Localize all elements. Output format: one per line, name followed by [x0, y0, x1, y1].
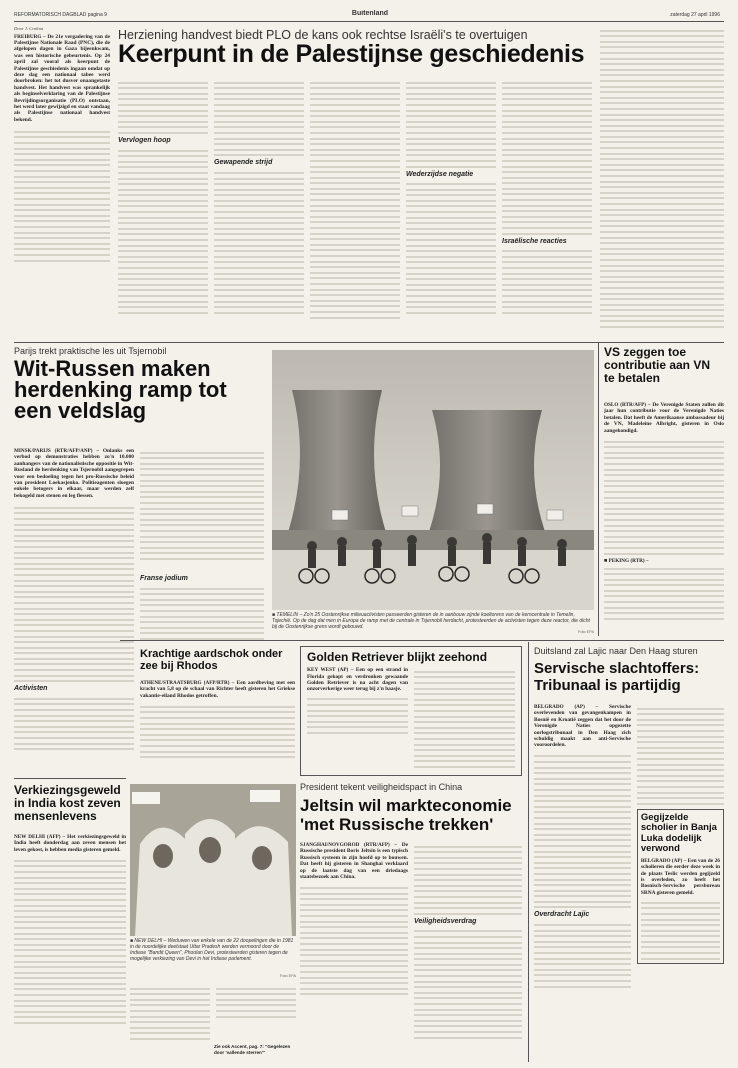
- rhodos-headline: Krachtige aardschok onder zee bij Rhodos: [140, 648, 283, 672]
- india-body: [14, 834, 126, 1062]
- lead-headline: Keerpunt in de Palestijnse geschiedenis: [118, 42, 585, 68]
- photo-story-headline: Wit-Russen maken herdenking ramp tot een veldslag: [14, 358, 227, 423]
- right-top-column: [600, 26, 724, 336]
- china-lead: [300, 842, 408, 880]
- rhodos-lead-text: Een aardbeving met een kracht van 5,8 op de schaal van Richter heeft gisteren het Griekse vakantie-eiland Rhodos getroffen.: [140, 680, 295, 699]
- temelin-credit: Foto EPA: [578, 630, 594, 634]
- lead-col-3: [310, 78, 400, 340]
- subhead-franse-jodium: Franse jodium: [140, 575, 188, 582]
- retriever-box: [300, 646, 522, 776]
- rhodos-dateline: ATHENE/STRAATSBURG (AFP/RTR) –: [140, 680, 235, 686]
- photo-story-column-3: [140, 572, 264, 646]
- lead-body-columns: [118, 78, 592, 340]
- intro-dateline: FREIBURG –: [14, 33, 46, 40]
- lead-col-4: [406, 78, 496, 340]
- india-photo: [130, 784, 296, 936]
- china-dateline: SJANGHAI/NOVGOROD (RTR/AFP) –: [300, 842, 397, 848]
- retriever-lead: [307, 667, 408, 693]
- vs-body: [604, 402, 724, 636]
- bullet-icon: ■: [130, 938, 135, 944]
- subhead-veiligheidsverdrag: Veiligheidsverdrag: [414, 917, 477, 925]
- china-kicker: President tekent veiligheidspact in China: [300, 782, 463, 792]
- author-line: Door J. Crolton: [14, 26, 44, 31]
- banja-headline: Gegijzelde scholier in Banja Luka dodelijk verwond: [640, 811, 717, 855]
- vs-lead-text: De Verenigde Staten zullen dit jaar hun contributie voor de Verenigde Naties betalen. Dat heeft de Amerikaanse ambassadeur bij de VN, Madeleine Albright, gisteren in Oslo aangekondigd.: [604, 402, 724, 434]
- subhead-israelische-reacties: Israëlische reacties: [502, 237, 567, 245]
- divider-vs: [598, 342, 599, 636]
- lajic-lead-text: Servische overlevenden van gevangenkampen in Bosnië en Kroatië zeggen dat het door de Verenigde Naties opgezette oorlogstribunaal in Den Haag zich schuldig maakt aan anti-Servische vooroordelen.: [534, 704, 631, 749]
- intro-text: De 21e vergadering van de Palestijnse Nationale Raad (PNC), die de afgelopen dagen in Gaza bijeenkwam, was een historische gebeurtenis. Op 24 april zal vooral als keerpunt de Palestijnse geschiedenis ingaan omdat op deze dag een nationaal tabee werd doorbroken: het tot dusver onaangetaste handvest. Het handvest was sprankelijk als beginselverklaring van de Palestijnse Bevrijdingsorganisatie (PLO) ontstaan, het werd later gewijzigd en staat vandaag als Palestijnse nationaal handvest bekend.: [14, 33, 110, 123]
- photo-story-column-2: [140, 448, 264, 568]
- photo-story-kicker: Parijs trekt praktische les uit Tsjernobil: [14, 346, 167, 356]
- lead-col-1: [118, 78, 208, 340]
- cooling-towers-photo: [272, 350, 594, 610]
- india-caption: [130, 938, 296, 972]
- header-rule: [14, 21, 724, 22]
- widows-protest-photo: [130, 784, 296, 936]
- lajic-dateline: BELGRADO (AP) –: [534, 704, 599, 710]
- section-title: Buitenland: [351, 10, 389, 17]
- subhead-vervlogen-hoop: Vervlogen hoop: [118, 136, 171, 144]
- subhead-activisten: Activisten: [14, 685, 48, 693]
- retriever-dateline: KEY WEST (AP) –: [307, 667, 354, 674]
- subhead-overdracht-lajic: Overdracht Lajic: [534, 911, 590, 919]
- banja-dateline: BELGRADO (AP) –: [640, 857, 687, 864]
- photo-story-lead-text: Onlanks een verbod op demonstraties hebben zo'n 10.000 aanhangers van de nationalistische oppositie in Wit-Rusland de herdenking van Tsjernobil aangegrepen voor een bedoeling tegen het pro-Russische beleid van president Loekasjenko. Politieagenten sloegen enkele betogers in elkaar, maar werden zelf bekogeld met stenen en leg flessen.: [14, 448, 134, 499]
- lead-kicker: Herziening handvest biedt PLO de kans ook rechtse Israëli's te overtuigen: [118, 28, 528, 42]
- peking-dateline: PEKING (RTR) –: [608, 557, 649, 564]
- india-headline: Verkiezingsgeweld in India kost zeven mensenlevens: [14, 784, 121, 823]
- china-lead-text: De Russische president Boris Jeltsin is een typisch Russisch systeem in zijn hoofd op te bouwen. Dat heeft hij gisteren in Shanghai verklaard op de laatste dag van een driedaags staatsbezoek aan China.: [300, 842, 408, 881]
- bullet-icon: ■: [604, 557, 609, 564]
- lajic-headline: Servische slachtoffers: Tribunaal is partijdig: [534, 660, 700, 694]
- lajic-lead: [534, 704, 631, 749]
- india-note: Zie ook Accent, pag. 7: "Gegelezen door 'vallende sterren'": [214, 1044, 291, 1055]
- india-lead-text: Het verkiezingsgeweld in India heeft donderdag aan zeven mensen het leven gekost, is hebben media gisteren gemeld.: [14, 834, 126, 853]
- india-dateline: NEW DELHI (AFP) –: [14, 834, 66, 840]
- divider-india: [14, 778, 126, 779]
- photo-story-lead: [14, 448, 134, 499]
- lead-intro-column: [14, 26, 110, 346]
- china-body: [300, 842, 522, 1062]
- divider-lajic: [528, 642, 529, 1062]
- china-headline: Jeltsin wil markteconomie 'met Russische trekken': [300, 796, 512, 834]
- bullet-icon: ■: [272, 612, 277, 618]
- rhodos-body: [140, 680, 295, 780]
- page-date: zaterdag 27 april 1996: [670, 12, 720, 18]
- retriever-lead-text: Een op een strand in Florida gekopt en verdronken gewaande Golden Retriever is na acht dagen van onzorverkerige weer terug bij z'n baasje.: [307, 667, 408, 693]
- india-caption-text: NEW DELHI – Weduwen van enkele van de 22 doopelingen die in 1981 in de noordelijke deelstaat Uttar Pradesh werden vermoord door de Indiase "Bandit Queen", Phoolan Devi, protesteerden gisteren tegen de mogelijke verkiezing van Devi in het Indiase parlement.: [130, 938, 294, 962]
- temelin-photo: [272, 350, 594, 610]
- temelin-caption-text: TEMELIN – Zo'n 25 Oostenrijkse milieuactivisten passeerden gisteren de in aanbouw zijnde koeltorens van de kerncentrale in Temelin, Tsjechië. Op de dag dat men in Europa de ramp met de centrale in Tsjernobil herdacht, protesteerden de activisten tegen deze reactor, die dicht bij de Oostenrijkse grens wordt gebouwd.: [272, 612, 590, 630]
- divider-2: [120, 640, 724, 641]
- lead-intro: [14, 34, 110, 124]
- india-continuation: [130, 984, 296, 1044]
- vs-lead: [604, 402, 724, 434]
- india-credit: Foto EPA: [280, 974, 296, 978]
- rhodos-lead: [140, 680, 295, 699]
- page-header-left: REFORMATORISCH DAGBLAD pagina 9: [14, 12, 107, 18]
- photo-story-dateline: MINSK/PARIJS (RTR/AFP/ANP) –: [14, 448, 99, 454]
- retriever-headline: Golden Retriever blijkt zeehond: [307, 650, 488, 664]
- banja-lead: [641, 858, 720, 896]
- vs-headline: VS zeggen toe contributie aan VN te betalen: [604, 346, 711, 385]
- banja-lead-text: Een van de 26 scholieren die eerder deze week in de plaats Teslic werden gegijzeld is overleden, zo heeft het Bosnisch-Servische persbureau SRNA gisteren gemeld.: [640, 857, 720, 896]
- vs-dateline: OSLO (RTR/AFP) –: [604, 402, 651, 408]
- india-lead: [14, 834, 126, 853]
- divider-1: [14, 342, 724, 343]
- banja-box: [637, 809, 724, 964]
- lajic-kicker: Duitsland zal Lajic naar Den Haag sturen: [534, 646, 698, 656]
- subhead-gewapende-strijd: Gewapende strijd: [214, 159, 273, 167]
- cooling-tower-right: [422, 410, 552, 550]
- subhead-wederzijdse-negatie: Wederzijdse negatie: [406, 170, 474, 178]
- lead-col-5: [502, 78, 592, 340]
- lajic-body: [534, 704, 724, 1062]
- lead-col-2: [214, 78, 304, 340]
- body-text-filler: [14, 127, 110, 261]
